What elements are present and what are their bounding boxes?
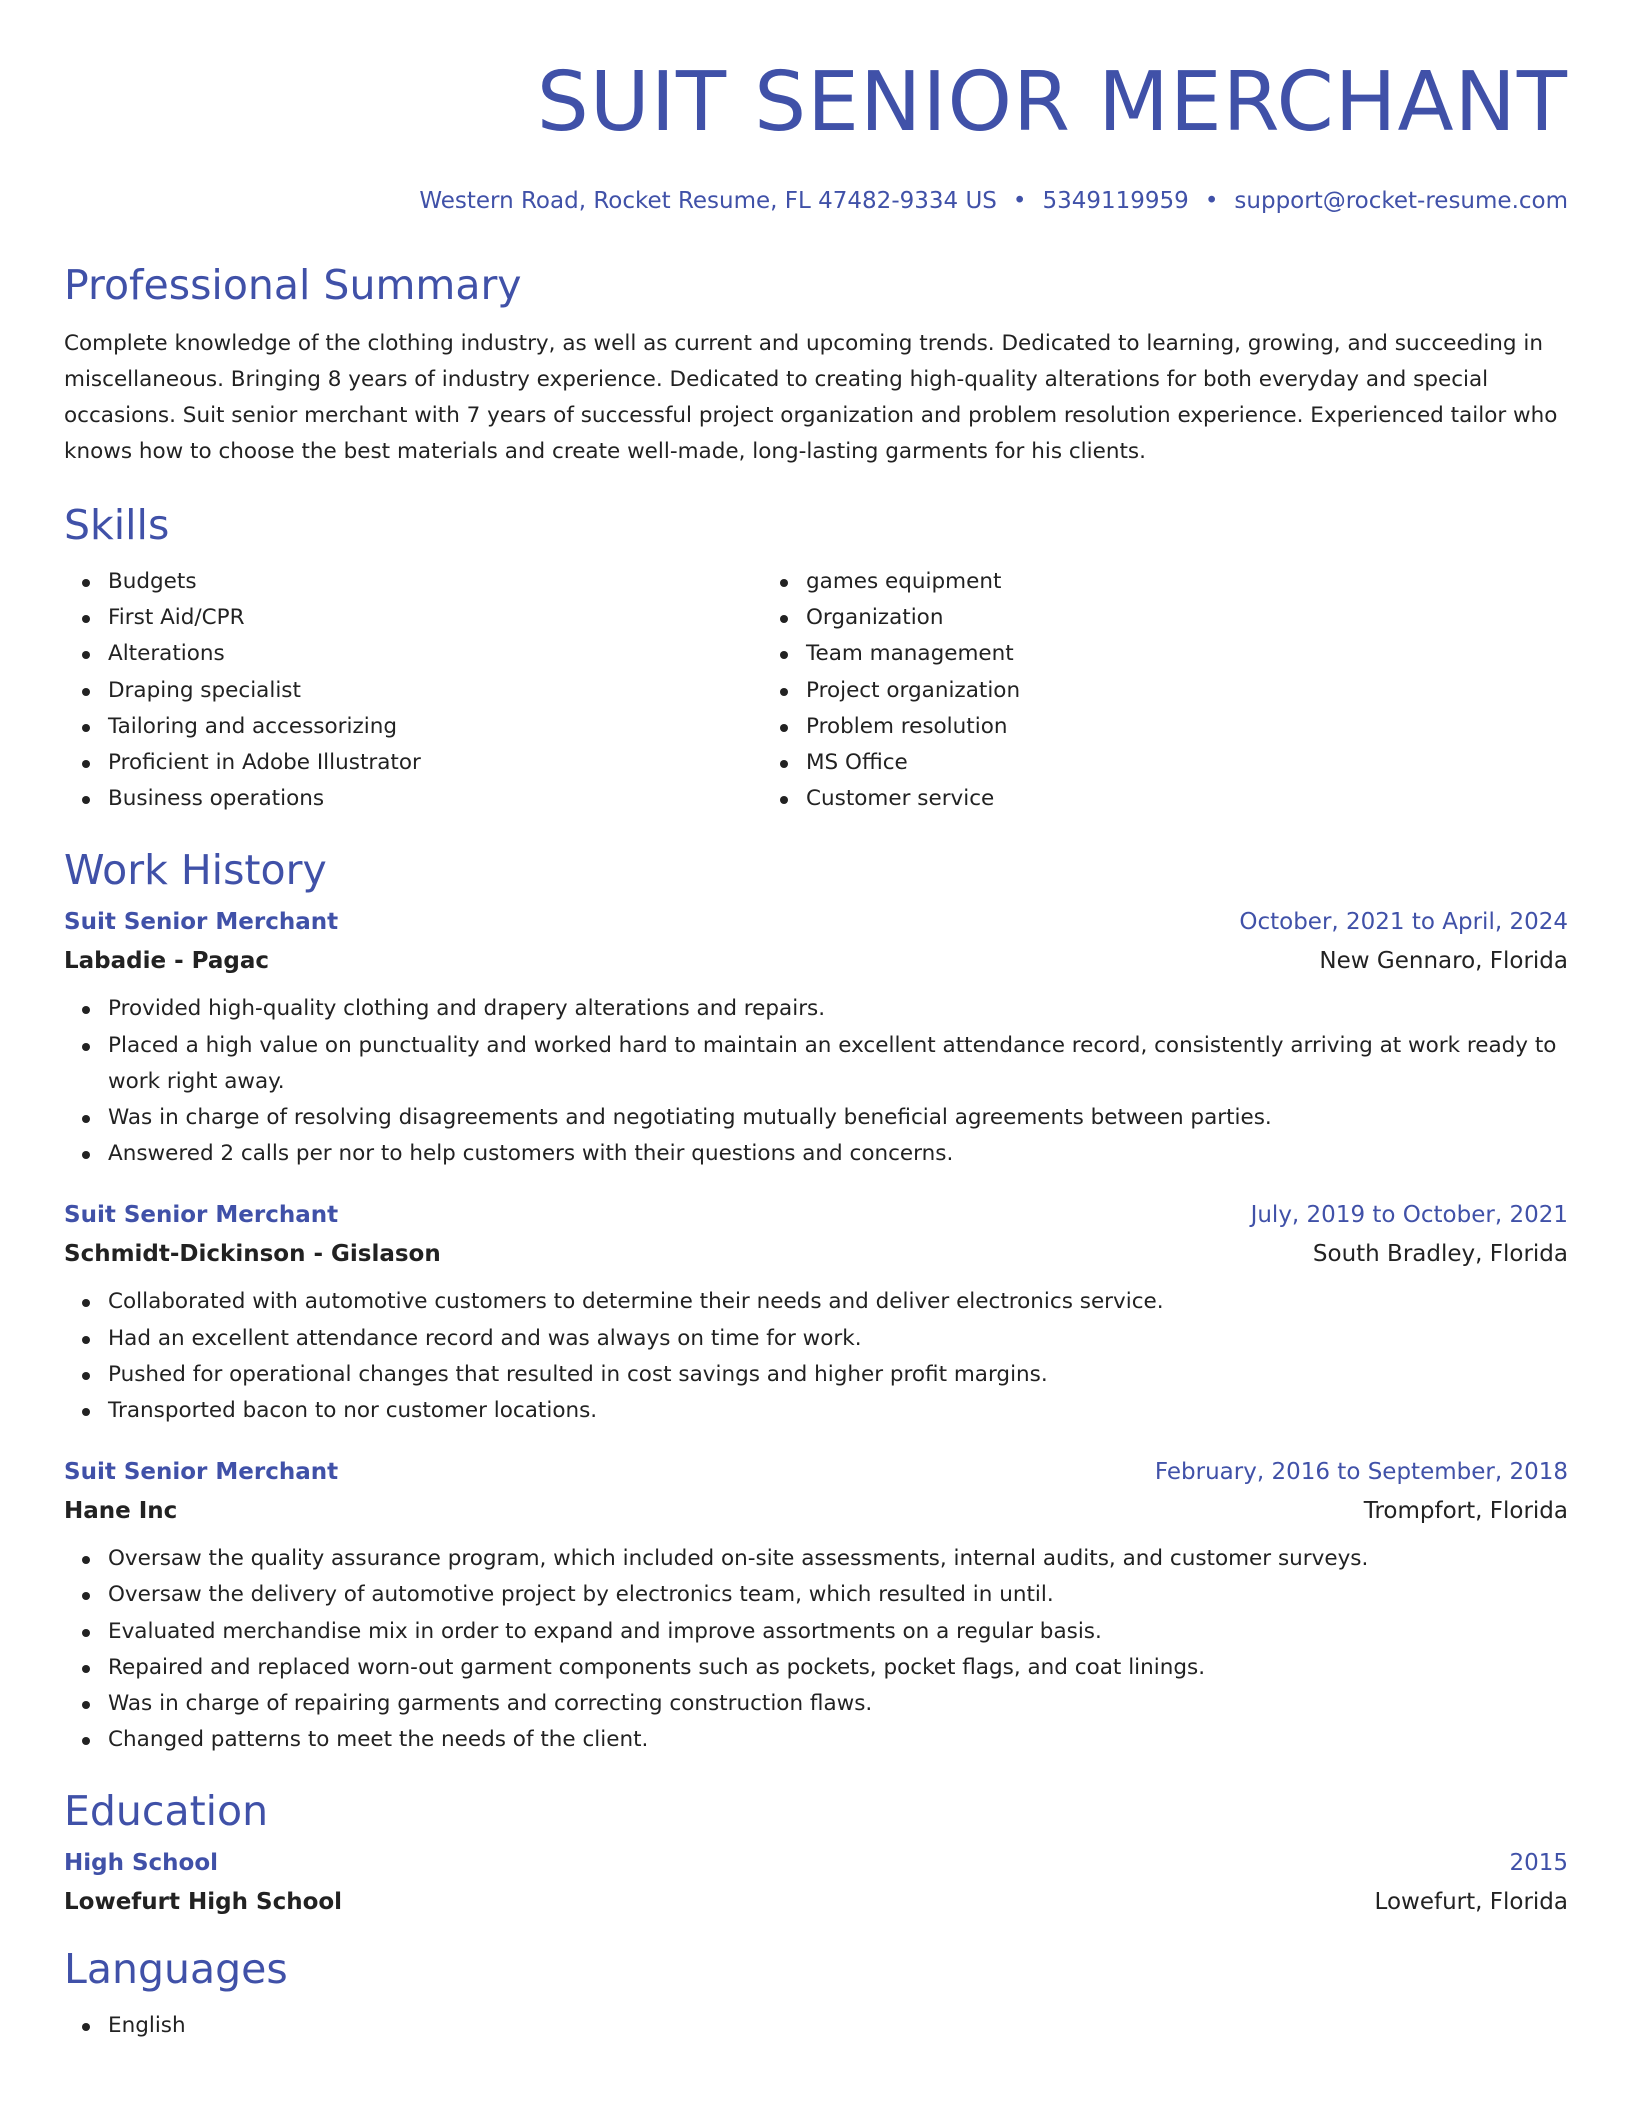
skill-item: Problem resolution: [806, 709, 1502, 745]
skill-item: Business operations: [108, 781, 762, 817]
skill-item: MS Office: [806, 745, 1502, 781]
contact-address: Western Road, Rocket Resume, FL 47482-9334 US: [419, 188, 997, 214]
job-company: Schmidt-Dickinson - Gislason: [64, 1241, 441, 1268]
summary-heading: Professional Summary: [64, 261, 522, 309]
job-bullet: Oversaw the quality assurance program, which included on-site assessments, internal audits, and customer surveys.: [108, 1541, 1568, 1577]
job-bullets: [64, 1284, 1568, 1429]
job-bullet: Had an excellent attendance record and was always on time for work.: [108, 1321, 1568, 1357]
education-location: Lowefurt, Florida: [1374, 1889, 1568, 1916]
skills-list: [64, 564, 1568, 817]
job-entry: [64, 1453, 1568, 1758]
skill-item: Proficient in Adobe Illustrator: [108, 745, 762, 781]
contact-separator: •: [1204, 188, 1219, 214]
skill-item: Team management: [806, 636, 1502, 672]
skills-column-right: [762, 564, 1502, 817]
skills-heading: Skills: [64, 501, 170, 549]
candidate-name: SUIT SENIOR MERCHANT: [536, 55, 1568, 150]
job-bullet: Placed a high value on punctuality and worked hard to maintain an excellent attendance record, consistently arriving at work ready to work right away.: [108, 1028, 1568, 1100]
job-location: Trompfort, Florida: [1363, 1498, 1568, 1525]
skill-item: Tailoring and accessorizing: [108, 709, 762, 745]
job-bullet: Changed patterns to meet the needs of the client.: [108, 1722, 1568, 1758]
contact-separator: •: [1012, 188, 1027, 214]
skill-item: First Aid/CPR: [108, 600, 762, 636]
job-bullet: Oversaw the delivery of automotive project by electronics team, which resulted in until.: [108, 1577, 1568, 1613]
job-entry: [64, 1196, 1568, 1429]
job-dates: February, 2016 to September, 2018: [1154, 1459, 1568, 1486]
job-bullet: Evaluated merchandise mix in order to expand and improve assortments on a regular basis.: [108, 1614, 1568, 1650]
job-bullet: Transported bacon to nor customer locations.: [108, 1393, 1568, 1429]
education-entry: [64, 1844, 1568, 1922]
job-company: Hane Inc: [64, 1498, 178, 1525]
skill-item: games equipment: [806, 564, 1502, 600]
job-bullet: Repaired and replaced worn-out garment components such as pockets, pocket flags, and coat linings.: [108, 1650, 1568, 1686]
skill-item: Budgets: [108, 564, 762, 600]
job-company: Labadie - Pagac: [64, 948, 270, 975]
job-entry: [64, 903, 1568, 1172]
job-bullet: Collaborated with automotive customers to determine their needs and deliver electronics service.: [108, 1284, 1568, 1320]
job-bullet: Provided high-quality clothing and drapery alterations and repairs.: [108, 991, 1568, 1027]
contact-email[interactable]: support@rocket-resume.com: [1234, 188, 1568, 214]
education-heading: Education: [64, 1787, 269, 1836]
job-bullet: Was in charge of resolving disagreements and negotiating mutually beneficial agreements between parties.: [108, 1100, 1568, 1136]
job-bullets: [64, 991, 1568, 1172]
work-history-heading: Work History: [64, 846, 327, 895]
job-location: South Bradley, Florida: [1312, 1241, 1568, 1268]
skills-column-left: [64, 564, 762, 817]
job-bullets: [64, 1541, 1568, 1758]
languages-list: [64, 2008, 1568, 2044]
skill-item: Project organization: [806, 673, 1502, 709]
job-dates: July, 2019 to October, 2021: [1250, 1202, 1568, 1229]
languages-heading: Languages: [64, 1945, 288, 1994]
job-title: Suit Senior Merchant: [64, 909, 339, 936]
summary-text: Complete knowledge of the clothing industry, as well as current and upcoming trends. Dedicated to learning, growing, and succeeding in miscellaneous. Bringing 8 years of industry experience. Dedicated to creating high-quality alterations for both everyday and special occasions. Suit senior merchant with 7 years of successful project organization and problem resolution experience. Experienced tailor who knows how to choose the best materials and create well-made, long-lasting garments for his clients.: [64, 331, 1558, 464]
contact-line: [64, 186, 1568, 216]
skill-item: Draping specialist: [108, 673, 762, 709]
education-school: Lowefurt High School: [64, 1889, 343, 1916]
education-degree: High School: [64, 1850, 219, 1877]
skill-item: Customer service: [806, 781, 1502, 817]
skill-item: Alterations: [108, 636, 762, 672]
job-bullet: Answered 2 calls per nor to help customers with their questions and concerns.: [108, 1136, 1568, 1172]
resume-page: [64, 0, 1568, 2045]
job-location: New Gennaro, Florida: [1319, 948, 1568, 975]
contact-phone: 5349119959: [1042, 188, 1189, 214]
skill-item: Organization: [806, 600, 1502, 636]
education-year: 2015: [1509, 1850, 1568, 1877]
job-title: Suit Senior Merchant: [64, 1202, 339, 1229]
job-bullet: Pushed for operational changes that resulted in cost savings and higher profit margins.: [108, 1357, 1568, 1393]
job-bullet: Was in charge of repairing garments and correcting construction flaws.: [108, 1686, 1568, 1722]
job-title: Suit Senior Merchant: [64, 1459, 339, 1486]
job-dates: October, 2021 to April, 2024: [1239, 909, 1568, 936]
language-item: English: [108, 2008, 1568, 2044]
